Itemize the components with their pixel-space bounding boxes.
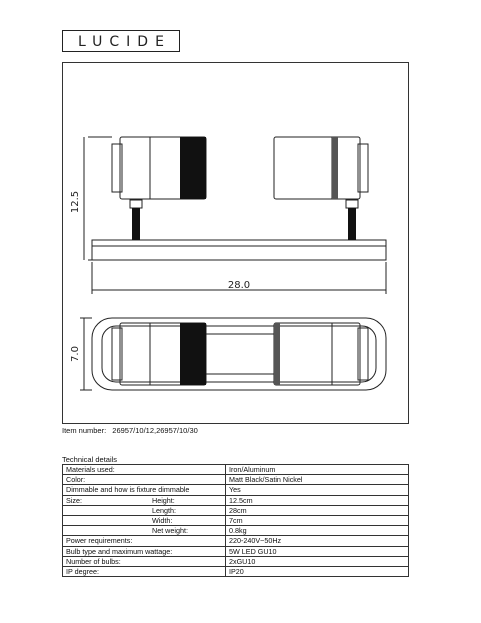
spec-label-cell (63, 526, 226, 536)
spec-label-cell (63, 465, 226, 475)
spec-label-cell (63, 536, 226, 546)
spec-sublabel: Color: (66, 475, 86, 485)
brand-logo-text: LUCIDE (78, 34, 171, 50)
table-row (63, 505, 409, 515)
dimension-height-label: 12.5 (70, 190, 81, 214)
spec-label-cell (63, 505, 226, 515)
dimension-length-label: 28.0 (227, 280, 251, 291)
spec-sublabel: IP degree: (66, 566, 100, 576)
table-row (63, 495, 409, 505)
spec-value: 28cm (226, 505, 409, 515)
spec-sublabel: Bulb type and maximum wattage: (66, 546, 173, 556)
table-row (63, 526, 409, 536)
spec-sublabel: Length: (152, 505, 176, 515)
spec-value: 7cm (226, 515, 409, 525)
table-row (63, 465, 409, 475)
table-row (63, 515, 409, 525)
dimension-width-label: 7.0 (70, 346, 81, 362)
spec-label-cell (63, 475, 226, 485)
spec-value: Yes (226, 485, 409, 495)
table-row (63, 546, 409, 556)
spec-sublabel: Materials used: (66, 465, 115, 475)
spec-label: Size: (66, 495, 82, 505)
spec-sublabel: Power requirements: (66, 536, 133, 546)
spec-label-cell (63, 566, 226, 576)
spec-value: IP20 (226, 566, 409, 576)
item-number (62, 426, 198, 435)
spec-label-cell (63, 495, 226, 505)
spec-label-cell (63, 546, 226, 556)
table-row (63, 536, 409, 546)
spec-label-cell (63, 485, 226, 495)
brand-logo (62, 30, 180, 52)
item-number-label: Item number: (62, 426, 107, 435)
spec-sublabel: Number of bulbs: (66, 556, 121, 566)
spec-sublabel: Height: (152, 495, 175, 505)
spec-value: 2xGU10 (226, 556, 409, 566)
spec-sublabel: Net weight: (152, 526, 188, 536)
table-row (63, 475, 409, 485)
spec-value: 5W LED GU10 (226, 546, 409, 556)
technical-details-table (62, 464, 409, 577)
spec-label-cell (63, 515, 226, 525)
table-row (63, 566, 409, 576)
technical-drawing (62, 62, 409, 424)
spec-sublabel: Dimmable and how is fixture dimmable (66, 485, 190, 495)
spec-value: Iron/Aluminum (226, 465, 409, 475)
spec-value: 0.8kg (226, 526, 409, 536)
table-row (63, 485, 409, 495)
spec-value: 12.5cm (226, 495, 409, 505)
technical-details-title: Technical details (62, 455, 118, 464)
spec-label-cell (63, 556, 226, 566)
spec-value: Matt Black/Satin Nickel (226, 475, 409, 485)
table-row (63, 556, 409, 566)
item-number-value: 26957/10/12,26957/10/30 (112, 426, 198, 435)
spec-sublabel: Width: (152, 516, 173, 526)
spec-value: 220-240V~50Hz (226, 536, 409, 546)
